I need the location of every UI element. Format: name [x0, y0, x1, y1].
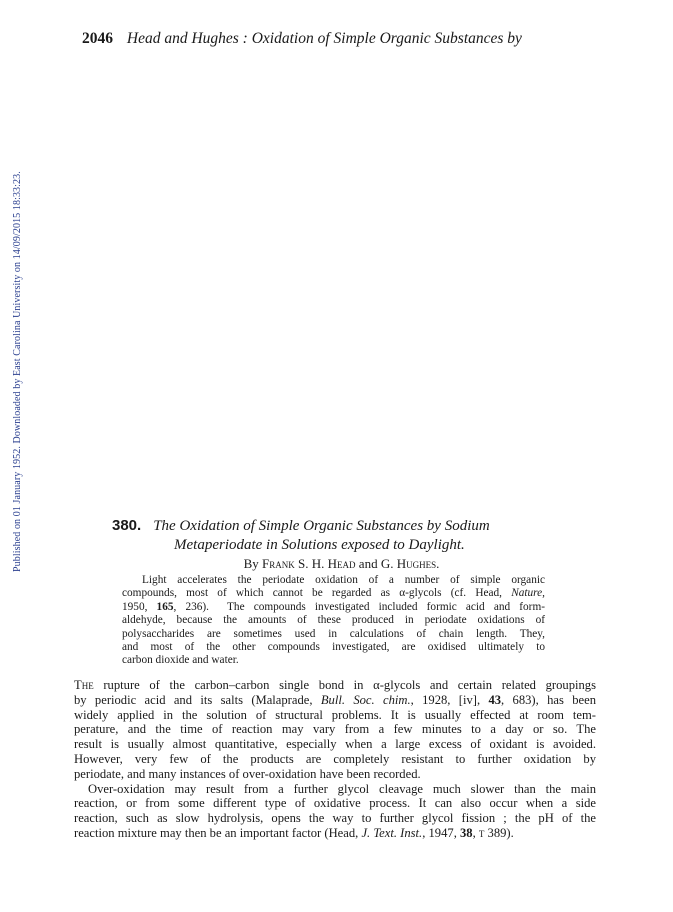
download-watermark: Published on 01 January 1952. Downloaded by East Carolina University on 14/09/2015 18:33:23.: [12, 171, 23, 572]
running-title: Head and Hughes : Oxidation of Simple Organic Substances by: [126, 30, 522, 47]
abstract-line: carbon dioxide and water.: [122, 654, 239, 667]
body-line: reaction, such as slow hydrolysis, opens the way to further glycol fission ; the pH of the: [74, 811, 596, 826]
body-line: However, very few of the products are completely resistant to further oxidation by: [74, 751, 596, 766]
body-line: Over-oxidation may result from a further glycol cleavage much slower than the main: [88, 781, 596, 796]
abstract-line: polysaccharides are sometimes used in calculations of chain length. They,: [122, 627, 545, 640]
body-line: reaction mixture may then be an important factor (Head, J. Text. Inst., 1947, 38, t 389).: [74, 825, 514, 840]
byline: By Frank S. H. Head and G. Hughes.: [243, 556, 440, 571]
abstract-line: and most of the other compounds investigated, are oxidised ultimately to: [122, 641, 545, 654]
abstract: [122, 574, 545, 668]
abstract-line: Light accelerates the periodate oxidation of a number of simple organic: [142, 574, 545, 586]
article-number: 380.: [112, 517, 142, 534]
body-line: reaction, or from some different type of oxidative process. It can also occur when a side: [74, 796, 596, 811]
body-line: widely applied in the solution of structural problems. It is usually effected at room tem-: [74, 707, 596, 722]
body-line: periodate, and many instances of over-oxidation have been recorded.: [74, 766, 421, 781]
abstract-line: aldehyde, because the amounts of these produced in periodate oxidations of: [122, 614, 545, 627]
page-number: 2046: [82, 30, 113, 47]
body-text: [74, 678, 596, 841]
abstract-line: 1950, 165, 236). The compounds investigated included formic acid and form-: [122, 600, 545, 613]
body-line: perature, and the time of reaction may vary from a few minutes to a day or so. The: [74, 722, 596, 737]
article-title-line-1: The Oxidation of Simple Organic Substances by Sodium: [153, 518, 490, 534]
running-head: [82, 30, 602, 48]
body-line: The rupture of the carbon–carbon single bond in α-glycols and certain related groupings: [74, 678, 596, 692]
body-line: result is usually almost quantitative, especially when a large excess of oxidant is avoided.: [74, 737, 596, 752]
article-heading: [112, 516, 582, 555]
abstract-line: compounds, most of which cannot be regarded as α-glycols (cf. Head, Nature,: [122, 587, 545, 600]
body-line: by periodic acid and its salts (Malaprade, Bull. Soc. chim., 1928, [iv], 43, 683), has been: [74, 692, 596, 707]
article-title-line-2: Metaperiodate in Solutions exposed to Daylight.: [174, 537, 465, 553]
